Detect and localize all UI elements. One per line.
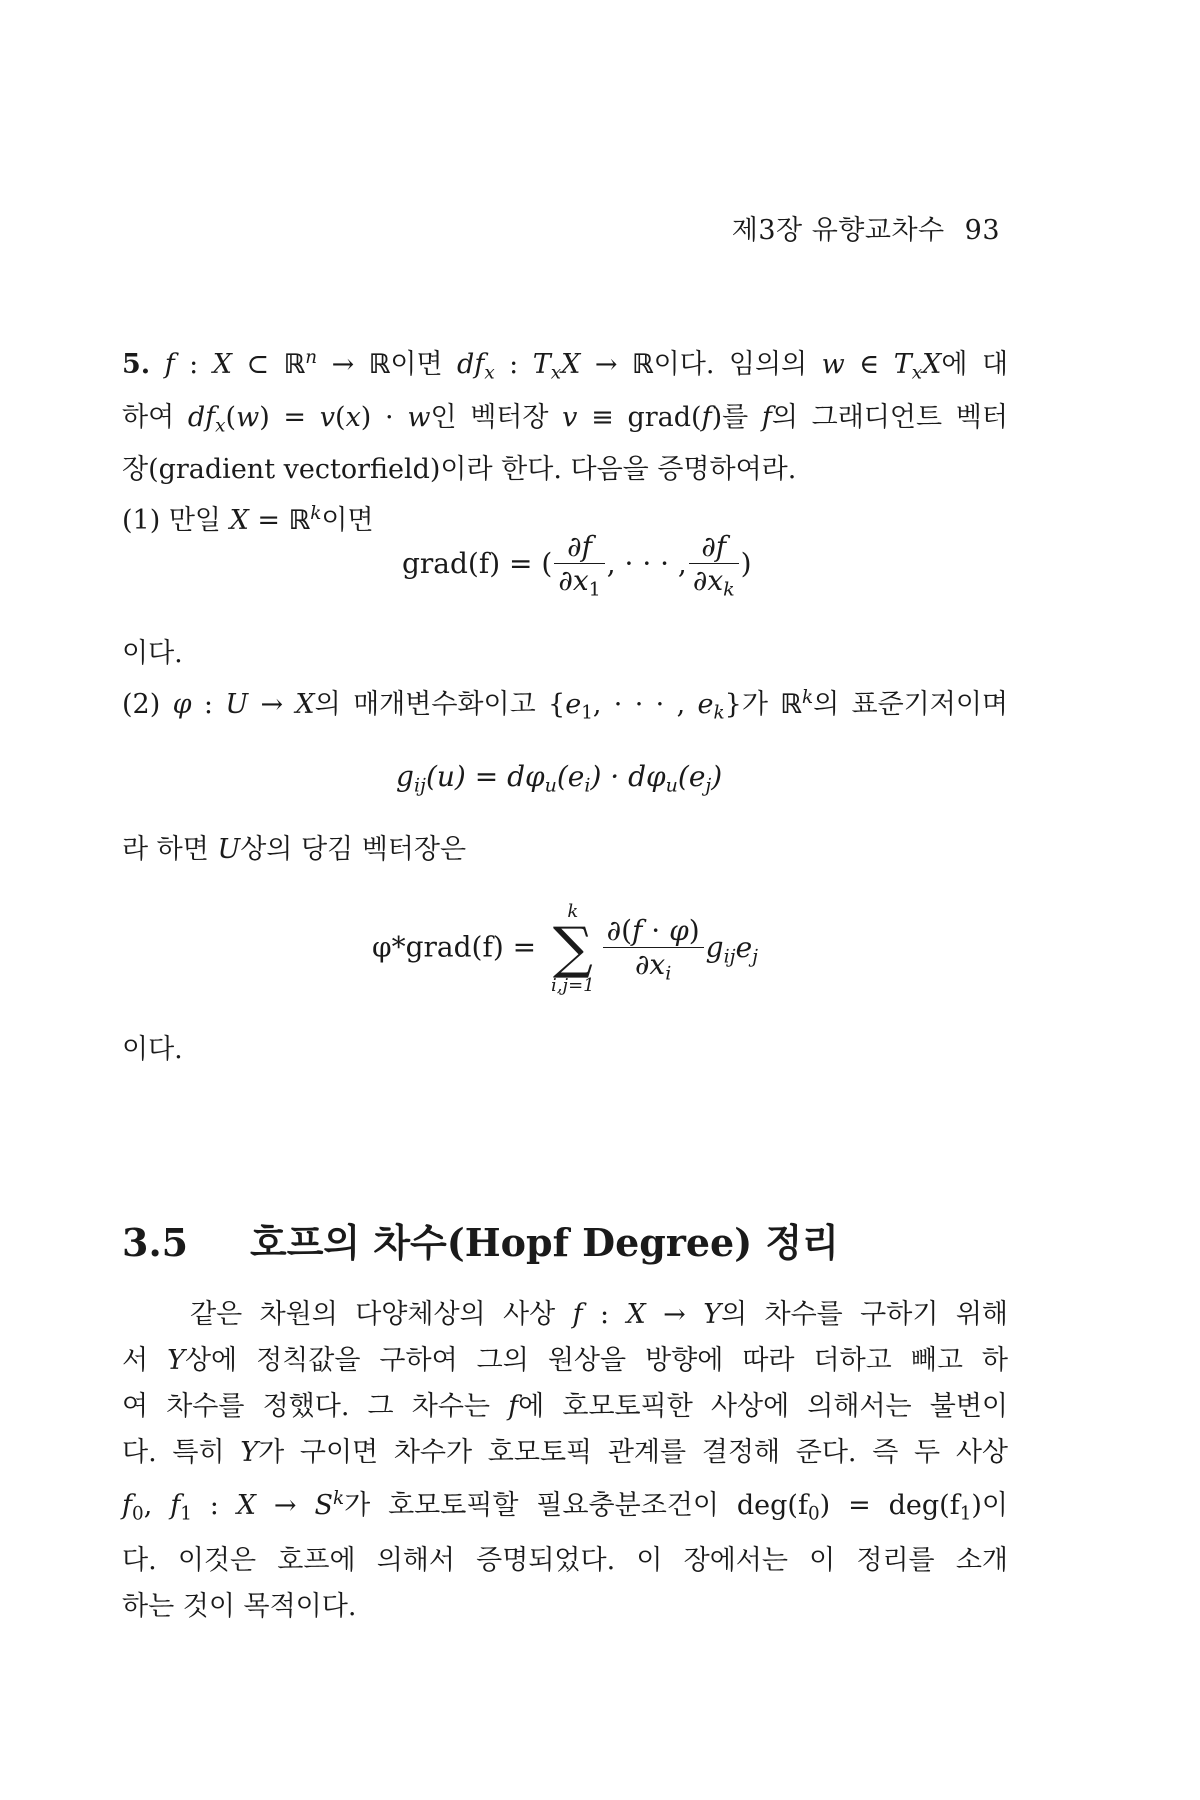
exercise-5 bbox=[122, 336, 1008, 543]
text-fragment: 에 호모토픽한 사상에 의해서는 불변이 bbox=[518, 1391, 1008, 1422]
eq1-rhs: ) bbox=[740, 546, 752, 580]
text-fragment: ) = deg(f bbox=[819, 1490, 960, 1522]
sum-lower-limit: i,j=1 bbox=[551, 975, 595, 996]
para-line-5: $f_0$, $f_1$ : $X \to S^k$가 호모토픽할 필요충분조건이 $deg(f_0) = deg(f_1)$이 bbox=[122, 1488, 1008, 1525]
text-fragment: 라 하면 bbox=[122, 834, 209, 865]
text-fragment: 가 bbox=[741, 689, 768, 721]
section-paragraph bbox=[122, 1292, 1008, 1630]
text-fragment: 여 차수를 정했다. 그 차수는 bbox=[122, 1391, 491, 1422]
para-line-6: 다. 이것은 호프에 의해서 증명되었다. 이 장에서는 이 정리를 소개 bbox=[122, 1544, 1008, 1576]
text-fragment: 하여 bbox=[122, 401, 175, 433]
text-fragment: 의 그래디언트 벡터 bbox=[771, 401, 1008, 433]
text-fragment: 에 대 bbox=[941, 349, 1009, 381]
exercise-line-2: 하여 $df_x(w) = v(x) \cdot w$인 벡터장 v ≡ grad(f)를 f의 그래디언트 벡터 bbox=[122, 401, 1008, 437]
text-fragment: 의 차수를 구하기 위해 bbox=[721, 1299, 1008, 1330]
text-fragment: 가 호모토픽할 필요충분조건이 deg(f bbox=[344, 1490, 808, 1522]
para-line-4: 다. 특히 Y가 구이면 차수가 호모토픽 관계를 결정해 준다. 즉 두 사상 bbox=[122, 1437, 1008, 1468]
text-fragment: )이 bbox=[971, 1490, 1008, 1522]
equation-pullback: φ*grad(f) = k ∑ i,j=1 $\frac{\partial(f \cdot \varphi)}{\partial x_i}$ $g_{ij}e_j$ bbox=[372, 901, 759, 996]
exercise-line-3: 장(gradient vectorfield)이라 한다. 다음을 증명하여라. bbox=[122, 454, 797, 486]
text-fragment: 의 매개변수화이고 bbox=[314, 689, 536, 721]
para-line-7: 하는 것이 목적이다. bbox=[122, 1590, 357, 1622]
para-line-2: 서 Y상에 정칙값을 구하여 그의 원상을 방향에 따라 더하고 빼고 하 bbox=[122, 1345, 1008, 1376]
pullback-intro bbox=[122, 828, 1008, 872]
part-1-line: (1) 만일 X = ℝ$^k$이면 bbox=[122, 503, 374, 537]
text-fragment: 서 bbox=[122, 1345, 149, 1376]
chapter-title: 제3장 유향교차수 bbox=[731, 215, 945, 246]
after-eq1: 이다. bbox=[122, 638, 183, 669]
para-line-1: 같은 차원의 다양체상의 사상 f : X → Y의 차수를 구하기 위해 bbox=[190, 1299, 1008, 1330]
sum-upper-limit: k bbox=[567, 901, 579, 922]
text-fragment: 를 bbox=[722, 401, 749, 433]
text-fragment: 가 구이면 차수가 호모토픽 관계를 결정해 준다. 즉 두 사상 bbox=[258, 1437, 1008, 1468]
exercise-line-1: 5. f : X ⊂ ℝ$^n$ → ℝ이면 $df_x$ : $T_xX$ → ℝ이다. 임의의 w ∈ $T_xX$에 대 bbox=[122, 347, 1009, 384]
text-fragment: 다. 특히 bbox=[122, 1437, 225, 1468]
text-fragment: 상에 정칙값을 구하여 그의 원상을 방향에 따라 더하고 빼고 하 bbox=[184, 1345, 1008, 1376]
text-fragment: 상의 당김 벡터장은 bbox=[240, 834, 467, 865]
section-number: 3.5 bbox=[122, 1220, 189, 1265]
exercise-end bbox=[122, 1028, 1008, 1072]
exercise-continued bbox=[122, 632, 1008, 736]
text-fragment: 의 표준기저이며 bbox=[813, 689, 1008, 721]
after-eq2: 라 하면 U상의 당김 벡터장은 bbox=[122, 834, 467, 865]
text-fragment: 이면 bbox=[321, 505, 374, 537]
equation-gradient: grad(f) = ( $\frac{\partial f}{\partial x_1}$ , · · · , $\frac{\partial f}{\partial x_k}$ ) bbox=[402, 530, 752, 601]
after-eq3: 이다. bbox=[122, 1034, 183, 1065]
text-fragment: 인 벡터장 bbox=[430, 401, 549, 433]
section-title: 호프의 차수(Hopf Degree) 정리 bbox=[250, 1220, 839, 1265]
para-line-3: 여 차수를 정했다. 그 차수는 f에 호모토픽한 사상에 의해서는 불변이 bbox=[122, 1391, 1008, 1422]
running-head bbox=[732, 208, 1000, 247]
eq3-lhs: φ*grad(f) = bbox=[372, 930, 537, 964]
part-1-label: (1) 만일 bbox=[122, 505, 221, 537]
text-fragment: 이다. 임의의 bbox=[653, 349, 808, 381]
text-fragment: 이면 bbox=[390, 349, 443, 381]
part-2-label: (2) bbox=[122, 689, 161, 721]
part-2-line: (2) φ : U → X의 매개변수화이고 {$e_1$, · · · , $e_k$}가 ℝ$^k$의 표준기저이며 bbox=[122, 687, 1008, 724]
summation-sign: k ∑ i,j=1 bbox=[551, 901, 595, 996]
exercise-number: 5. bbox=[122, 349, 151, 381]
text-fragment: 같은 차원의 다양체상의 사상 bbox=[190, 1299, 556, 1330]
equation-metric: $g_{ij}(u) = d\varphi_u(e_i) \cdot d\varphi_u(e_j)$ bbox=[396, 760, 723, 797]
eq1-lhs: grad(f) = ( bbox=[402, 546, 553, 580]
page-number: 93 bbox=[964, 215, 1000, 246]
section-heading bbox=[122, 1212, 839, 1267]
eq1-dots: , · · · , bbox=[606, 546, 687, 580]
